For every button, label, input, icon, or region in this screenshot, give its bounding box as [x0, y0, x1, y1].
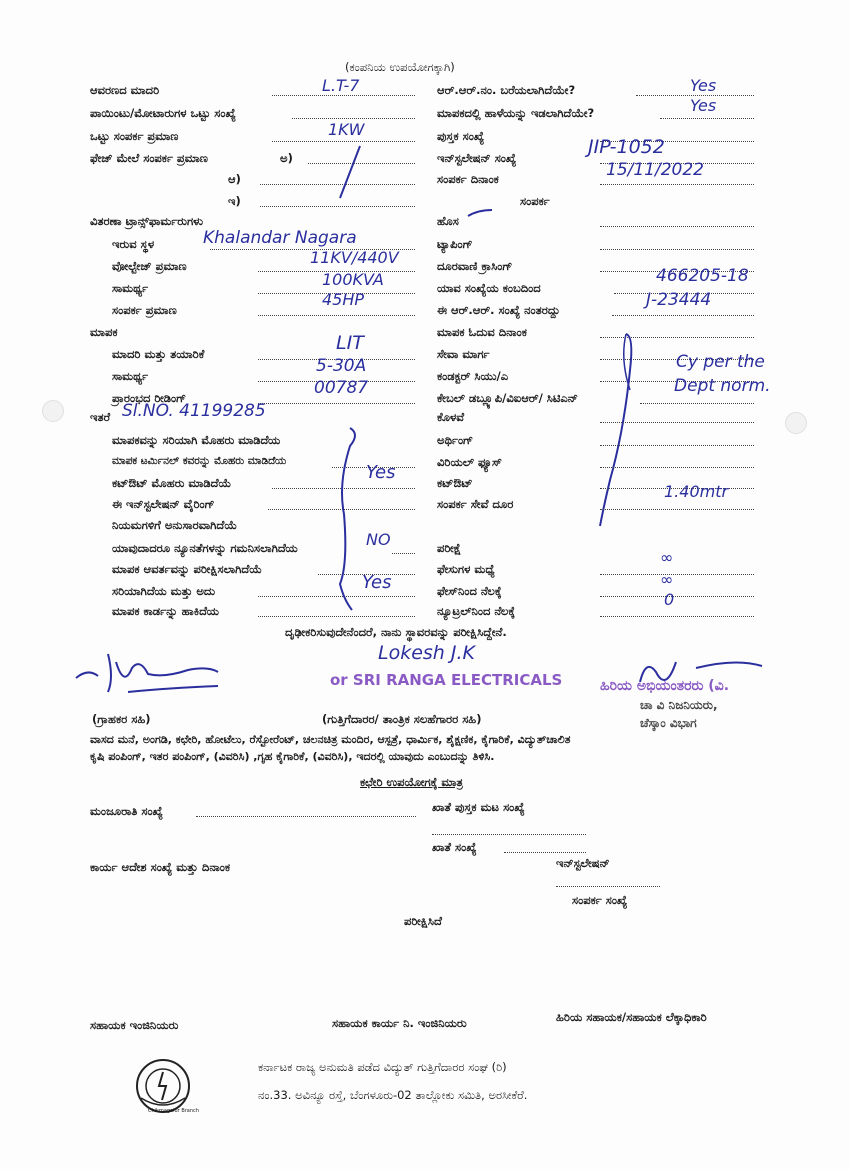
contractor-stamp: or SRI RANGA ELECTRICALS — [330, 671, 563, 689]
handwritten-value: 00787 — [314, 378, 369, 398]
certification-text: ದೃಢೀಕರಿಸುವುದೇನೆಂದರೆ, ನಾನು ಸ್ಥಾವರವನ್ನು ಪರೀಕ್ಷಿಸಿದ್ದೇನೆ. — [285, 625, 507, 639]
punch-hole — [42, 400, 64, 422]
field-label: ಪರೀಕ್ಷೆ — [437, 541, 462, 555]
field-label: ದೂರವಾಣಿ ಕ್ರಾಸಿಂಗ್ — [437, 259, 513, 273]
field-line — [600, 237, 754, 250]
handwritten-value: 0 — [664, 590, 675, 609]
handwritten-slash — [330, 142, 370, 202]
handwritten-value: 11KV/440V — [310, 248, 399, 267]
handwritten-value: 100KVA — [322, 270, 384, 289]
handwritten-value: 466205-18 — [656, 266, 749, 286]
footer-line: ನಂ.33. ಅವಿನ್ಯೂ ರಸ್ತೆ, ಬೆಂಗಳೂರು-02 ತಾಲ್ಲೋಕು ಸಮಿತಿ, ಅರಸೀಕೆರೆ. — [258, 1088, 528, 1102]
section-heading: ಸಂಪರ್ಕ — [520, 194, 550, 208]
field-label: ಕಟ್‌ಔಟ್ — [437, 476, 473, 490]
field-label: ಇನ್‌ಸ್ಟಲೇಷನ್ — [556, 856, 610, 870]
field-line — [600, 455, 754, 468]
field-line — [600, 214, 754, 227]
handwritten-value: Yes — [690, 96, 717, 115]
contractor-signature: Lokesh J.K — [378, 642, 475, 664]
field-label: ಕೇಬಲ್ ಡಬ್ಲ್ಯೂಪಿ/ವಿಐಆರ್/ ಸಿಟಿಎನ್ — [437, 391, 578, 405]
field-label: ಮಾಪಕ ಓದುವ ದಿನಾಂಕ — [437, 325, 527, 339]
handwritten-value: 5-30A — [316, 356, 367, 376]
field-line — [292, 106, 415, 119]
field-label: ಒಟ್ಟು ಸಂಪರ್ಕ ಪ್ರಮಾಣ — [90, 129, 179, 143]
field-label: ಮಂಜೂರಾತಿ ಸಂಖ್ಯೆ — [90, 804, 163, 818]
section-heading: ಮಾಪಕ — [90, 325, 118, 339]
field-label: ಸಂಪರ್ಕ ಸಂಖ್ಯೆ — [572, 893, 628, 907]
field-label: ಖಾತೆ ಸಂಖ್ಯೆ — [432, 840, 477, 854]
handwritten-value: JIP-1052 — [588, 136, 665, 158]
handwritten-tick — [466, 206, 496, 220]
officer-stamp: ಹಿರಿಯ ಅಭಿಯಂತರರು (ವಿ. — [600, 678, 730, 694]
field-label: ಕೊಳವೆ — [437, 410, 465, 424]
field-label: ನಿಯಮಗಳಿಗೆ ಅನುಸಾರವಾಗಿದೆಯೆ — [112, 518, 238, 532]
handwritten-value: Khalandar Nagara — [203, 228, 357, 248]
field-label: ಮಾಪಕ ಆವರ್ತವನ್ನು ಪರೀಕ್ಷಿಸಲಾಗಿದೆಯೆ — [112, 562, 263, 576]
officer-stamp: ಚೆಸ್ಕಾಂ ವಿಭಾಗ — [640, 716, 697, 730]
field-label: ಇತರೆ — [90, 410, 111, 424]
handwritten-value: Yes — [362, 572, 392, 593]
field-label: ಮಾಪಕ ಟರ್ಮಿನಲ್ ಕವರನ್ನು ಮೊಹರು ಮಾಡಿದೆಯ — [112, 455, 287, 467]
field-line — [392, 541, 415, 554]
field-label: ಮಾದರಿ ಮತ್ತು ತಯಾರಿಕೆ — [112, 347, 205, 361]
field-label: ಫೇಜ್ ಮೇಲೆ ಸಂಪರ್ಕ ಪ್ರಮಾಣ — [90, 151, 208, 165]
customer-signature — [68, 648, 228, 698]
field-label: ಹೊಸ — [437, 214, 459, 228]
field-label: ಮಾಪಕವನ್ನು ಸರಿಯಾಗಿ ಮೊಹರು ಮಾಡಿದೆಯ — [112, 433, 281, 447]
handwritten-value: Cy per the — [676, 352, 765, 372]
field-line — [196, 804, 416, 817]
field-label: ಇರುವ ಸ್ಥಳ — [112, 237, 155, 251]
field-line — [600, 410, 754, 423]
ao-label: ಹಿರಿಯ ಸಹಾಯಕ/ಸಹಾಯಕ ಲೆಕ್ಕಾಧಿಕಾರಿ — [556, 1010, 707, 1024]
field-label: ಸರಿಯಾಗಿದೆಯ ಮತ್ತು ಅದು — [112, 584, 216, 598]
field-line — [504, 840, 586, 853]
field-line — [432, 822, 586, 835]
field-label: ಯಾವ ಸಂಖ್ಯೆಯ ಕಂಬದಿಂದ — [437, 281, 541, 295]
field-label: ಯಾವುದಾದರೂ ನ್ಯೂನತೆಗಳನ್ನು ಗಮನಿಸಲಾಗಿದೆಯ — [112, 541, 298, 555]
field-label: ವೋಲ್ಟೇಜ್ ಪ್ರಮಾಣ — [112, 259, 187, 273]
logo-caption: Chikmagalur Branch — [148, 1108, 199, 1114]
field-label: ಸಂಪರ್ಕ ಪ್ರಮಾಣ — [112, 303, 177, 317]
field-line — [600, 584, 754, 597]
handwritten-value: 1.40mtr — [664, 482, 729, 501]
handwritten-value: 45HP — [322, 290, 365, 309]
handwritten-value: 1KW — [328, 120, 365, 139]
field-label: ಸಂಪರ್ಕ ಸೇವೆ ದೂರ — [437, 497, 514, 511]
handwritten-value: ∞ — [660, 570, 674, 589]
handwritten-value: ∞ — [660, 548, 674, 567]
aee-label: ಸಹಾಯಕ ಕಾರ್ಯ ನಿ. ಇಂಜಿನಿಯರು — [332, 1016, 467, 1030]
officer-signature — [636, 652, 766, 692]
field-label: ಅರ್ಥಿಂಗ್ — [437, 433, 474, 447]
field-label: ಕಾರ್ಯ ಆದೇಶ ಸಂಖ್ಯೆ ಮತ್ತು ದಿನಾಂಕ — [90, 860, 231, 874]
association-logo — [135, 1058, 191, 1114]
handwritten-value: 15/11/2022 — [606, 160, 704, 180]
field-label: ಕಟ್‌ಔಟ್ ಮೊಹರು ಮಾಡಿದೆಯೆ — [112, 476, 232, 490]
handwritten-bracket — [330, 424, 370, 614]
punch-hole — [785, 412, 807, 434]
handwritten-value: Yes — [366, 462, 396, 483]
handwritten-value: L.T-7 — [322, 76, 360, 95]
field-sub-label: ಇ) — [228, 194, 241, 208]
field-line — [600, 433, 754, 446]
field-sub-label: ಆ) — [228, 172, 241, 186]
field-label: ಟ್ಯಾಪಿಂಗ್ — [437, 237, 473, 251]
handwritten-value: NO — [366, 530, 391, 549]
field-label: ಫೇಸುಗಳ ಮಧ್ಯೆ — [437, 562, 495, 576]
ae-label: ಸಹಾಯಕ ಇಂಜಿನಿಯರು — [90, 1018, 179, 1032]
office-heading: ಕಛೇರಿ ಉಪಯೋಗಕ್ಕೆ ಮಾತ್ರ — [360, 775, 463, 789]
field-label: ಆರ್.ಆರ್.ನಂ. ಬರೆಯಲಾಗಿದೆಯೇ? — [437, 83, 576, 97]
field-label: ಇನ್‌ಸ್ಟಲೇಷನ್ ಸಂಖ್ಯೆ — [437, 151, 517, 165]
field-label: ಫೇಸ್‌ನಿಂದ ನೆಲಕ್ಕೆ — [437, 584, 502, 598]
field-label: ಈ ಆರ್.ಆರ್. ಸಂಖ್ಯೆ ನಂತರದ್ದು — [437, 303, 560, 317]
field-label: ವಿರಿಯಲ್ ಫ್ಯೂಸ್ — [437, 455, 502, 469]
field-label: ನ್ಯೂಟ್ರಲ್‌ನಿಂದ ನೆಲಕ್ಕೆ — [437, 604, 516, 618]
contractor-signature-label: (ಗುತ್ತಿಗೆದಾರರ/ ತಾಂತ್ರಿಕ ಸಲಹೆಗಾರರ ಸಹಿ) — [322, 712, 482, 726]
field-sub-label: ಅ) — [280, 151, 293, 165]
officer-stamp: ಚಾ ವಿ ನಿಜನಿಯರು, — [640, 698, 718, 712]
field-label: ಕಂಡಕ್ಟರ್ ಸಿಯು/ಎ — [437, 369, 509, 383]
field-label: ಮಾಪಕ ಕಾರ್ಡನ್ನು ಹಾಕಿದೆಯ — [112, 604, 219, 618]
usage-text: ಕೃಷಿ ಪಂಪಿಂಗ್, ಇತರ ಪಂಪಿಂಗ್, (ವಿವರಿಸಿ) ,ಗೃಹ ಕೈಗಾರಿಕೆ, (ವಿವರಿಸಿ), ಇದರಲ್ಲಿ ಯಾವುದು ಎಂಬುದನ್ನು ತಿಳಿಸಿ. — [90, 750, 495, 763]
field-line — [556, 874, 660, 887]
field-line — [600, 562, 754, 575]
field-label: ಪ್ರಾರಂಭದ ರೀಡಿಂಗ್ — [112, 391, 187, 405]
checked-label: ಪರೀಕ್ಷಿಸಿದೆ — [404, 914, 442, 928]
field-label: ಖಾತೆ ಪುಸ್ತಕ ಮಟ ಸಂಖ್ಯೆ — [432, 800, 525, 814]
field-label: ಸಾಮರ್ಥ್ಯ — [112, 369, 149, 383]
usage-text: ವಾಸದ ಮನೆ, ಅಂಗಡಿ, ಕಛೇರಿ, ಹೋಟೆಲು, ರೆಸ್ಟೋರೆಂಟ್, ಚಲನಚಿತ್ರ ಮಂದಿರ, ಆಸ್ಪತ್ರೆ, ಧಾರ್ಮಿಕ, ಶೈಕ್ಷಣಿಕ, ಕೈಗಾರಿಕೆ, ವಿದ್ಯುತ್‌ಚಾಲಿತ — [90, 733, 571, 746]
handwritten-value: Dept norm. — [674, 376, 771, 396]
field-label: ಸಾಮರ್ಥ್ಯ — [112, 281, 149, 295]
field-label: ಸಂಪರ್ಕ ದಿನಾಂಕ — [437, 172, 499, 186]
form-header: (ಕಂಪನಿಯ ಉಪಯೋಗಕ್ಕಾಗಿ) — [345, 60, 455, 74]
field-label: ಪುಸ್ತಕ ಸಂಖ್ಯೆ — [437, 129, 485, 143]
footer-line: ಕರ್ನಾಟಕ ರಾಜ್ಯ ಅನುಮತಿ ಪಡೆದ ವಿದ್ಯುತ್ ಗುತ್ತಿಗೆದಾರರ ಸಂಘ (ರಿ) — [258, 1060, 507, 1074]
field-label: ಪಾಯಿಂಟು/ಮೋಟಾರುಗಳ ಒಟ್ಟು ಸಂಖ್ಯೆ — [90, 106, 236, 120]
field-label: ಮಾಪಕದಲ್ಲಿ ಹಾಳೆಯನ್ನು ಇಡಲಾಗಿದೆಯೇ? — [437, 106, 595, 120]
handwritten-value: Sl.NO. 41199285 — [122, 401, 266, 421]
customer-signature-label: (ಗ್ರಾಹಕರ ಸಹಿ) — [92, 712, 151, 726]
section-heading: ವಿತರಣಾ ಟ್ರಾನ್ಸ್‌ಫಾರ್ಮರುಗಳು — [90, 214, 204, 228]
field-label: ಸೇವಾ ಮಾರ್ಗ — [437, 347, 490, 361]
handwritten-value: LIT — [336, 332, 364, 354]
field-label: ಈ ಇನ್‌ಸ್ಟಲೇಷನ್ ವೈರಿಂಗ್ — [112, 497, 215, 511]
field-label: ಆವರಣದ ಮಾದರಿ — [90, 83, 160, 97]
handwritten-value: Yes — [690, 76, 717, 95]
handwritten-value: J-23444 — [646, 290, 712, 310]
field-line — [600, 604, 754, 617]
